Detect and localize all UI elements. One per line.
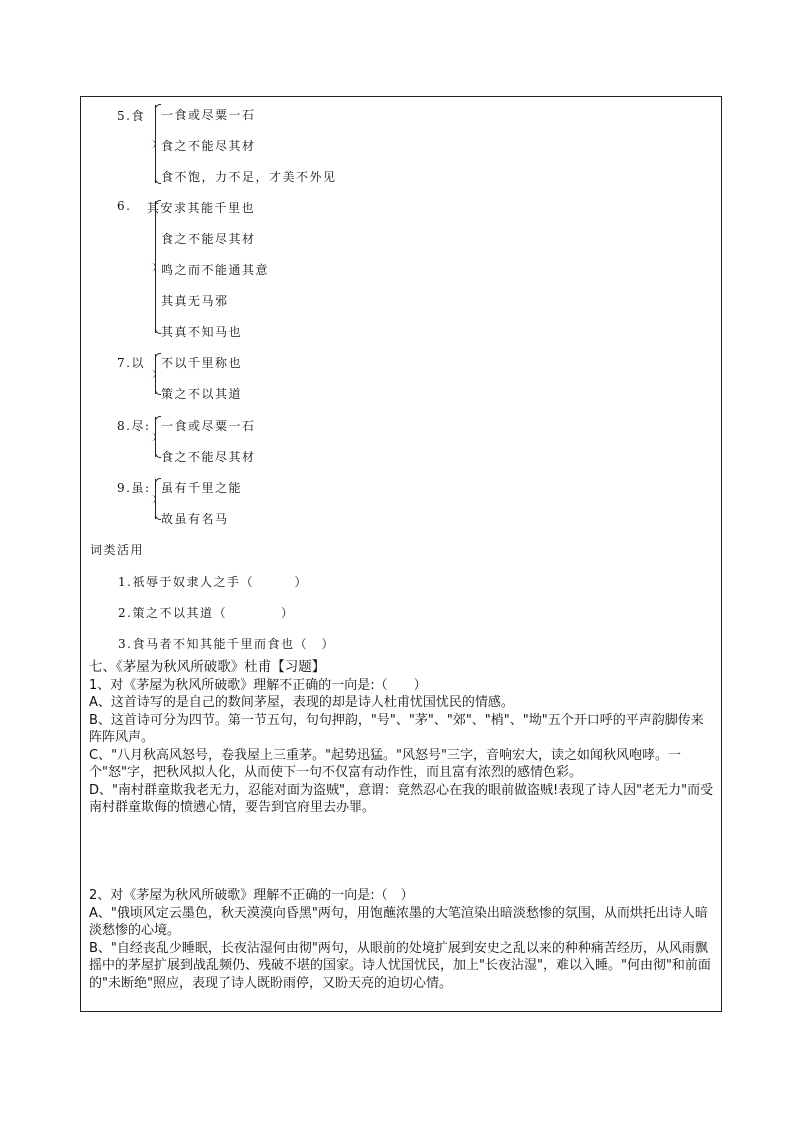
group-item: 其真不知马也 (161, 325, 243, 339)
group-label: 6. (117, 199, 132, 213)
question-stem: 2、对《茅屋为秋风所破歌》理解不正确的一向是:（ ） (89, 888, 414, 903)
section7-block (89, 659, 715, 817)
option-a: A、这首诗写的是自己的数间茅屋，表现的却是诗人杜甫忧国忧民的情感。 (89, 695, 514, 710)
group-item: 食不饱，力不足，才美不外见 (161, 170, 337, 184)
group-item: 故虽有名马 (161, 512, 229, 526)
group-item: 食之不能尽其材 (161, 139, 256, 153)
group-label: 7.以 (117, 356, 145, 370)
group-item: 食之不能尽其材 (161, 450, 256, 464)
group-item: 食之不能尽其材 (161, 232, 256, 246)
group-item: 策之不以其道 (161, 387, 243, 401)
question2-block (89, 887, 715, 992)
group-item: 其真无马邪 (161, 294, 229, 308)
group-item: 一食或尽粟一石 (161, 108, 256, 122)
vocab-question: 3.食马者不知其能千里而食也（ ） (118, 637, 335, 651)
group-item: 虽有千里之能 (161, 481, 243, 495)
option-b: B、这首诗可分为四节。第一节五句，句句押韵，"号"、"茅"、"郊"、"梢"、"坳"五个开口呼的平声韵脚传来阵阵风声。 (89, 712, 704, 745)
group-item: 不以千里称也 (161, 356, 243, 370)
content-frame (80, 96, 722, 1012)
option-b: B、"自经丧乱少睡眠，长夜沾湿何由彻"两句，从眼前的处境扩展到安史之乱以来的种种痛苦经历，从风雨飘摇中的茅屋扩展到战乱频仍、残破不堪的国家。诗人忧国忧民，加上"长夜沾湿"，难以入睡。"何由彻"和前面的"未断绝"照应，表现了诗人既盼雨停，又盼天亮的迫切心情。 (89, 940, 711, 991)
group-item: 鸣之而不能通其意 (161, 263, 270, 277)
vocab-question: 2.策之不以其道（ ） (118, 606, 295, 620)
vocab-title: 词类活用 (90, 543, 145, 557)
group-item: 一食或尽粟一石 (161, 419, 256, 433)
group-item: 其安求其能千里也 (147, 201, 256, 215)
question-stem: 1、对《茅屋为秋风所破歌》理解不正确的一向是:（ ） (89, 677, 427, 693)
option-a: A、"俄顷风定云墨色，秋天漠漠向昏黑"两句，用饱蘸浓墨的大笔渲染出暗淡愁惨的氛围，从而烘托出诗人暗淡愁惨的心境。 (89, 905, 708, 938)
section-title: 七、《茅屋为秋风所破歌》杜甫【习题】 (89, 659, 326, 675)
group-label: 8.尽: (117, 419, 151, 433)
option-c: C、"八月秋高风怒号，卷我屋上三重茅。"起势迅猛。"风怒号"三字，音响宏大，读之如闻秋风咆哮。一个"怒"字，把秋风拟人化，从而使下一句不仅富有动作性，而且富有浓烈的感情色彩。 (89, 747, 681, 780)
option-d: D、"南村群童欺我老无力，忍能对面为盗贼"，意谓：竟然忍心在我的眼前做盗贼!表现了诗人因"老无力"而受南村群童欺侮的愤懑心情，要告到官府里去办罪。 (89, 782, 714, 815)
group-label: 5.食 (117, 109, 145, 123)
vocab-question: 1.祇辱于奴隶人之手（ ） (118, 575, 308, 589)
group-label: 9.虽: (117, 481, 151, 495)
